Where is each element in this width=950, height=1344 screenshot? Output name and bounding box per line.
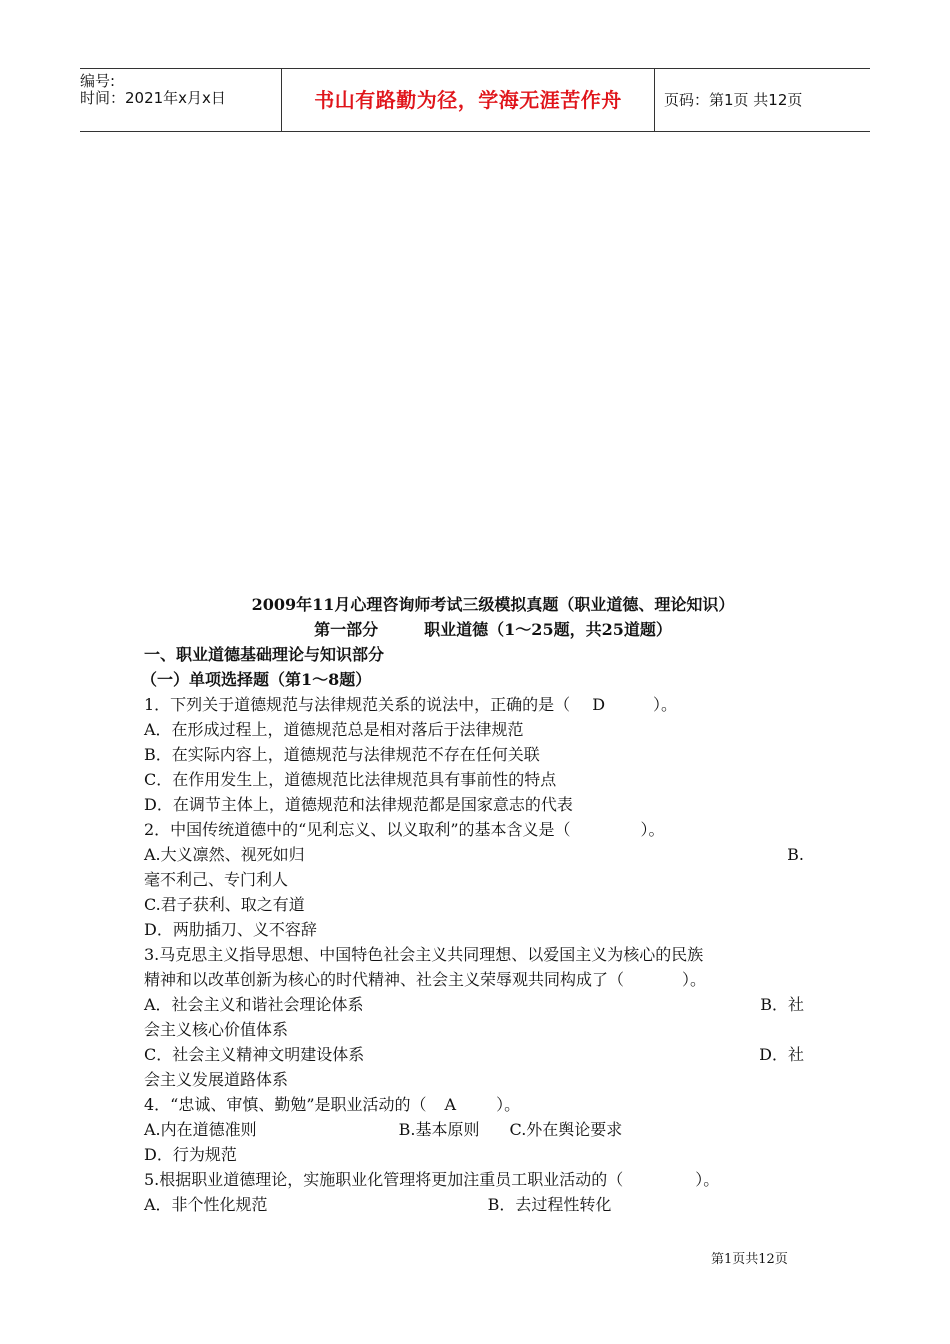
- q5-stem: 5.根据职业道德理论，实施职业化管理将更加注重员工职业活动的（: [144, 1170, 624, 1189]
- q4-option-b: B.基本原则: [398, 1120, 480, 1139]
- motto: 书山有路勤为径，学海无涯苦作舟: [314, 88, 622, 112]
- q3-option-d-tail: 会主义发展道路体系: [144, 1070, 289, 1089]
- q2-stem: 2．中国传统道德中的“见利忘义、以义取利”的基本含义是（: [144, 820, 571, 839]
- q1-option-d: D．在调节主体上，道德规范和法律规范都是国家意志的代表: [144, 795, 573, 814]
- question-1: [144, 692, 814, 717]
- q4-answer: A: [444, 1095, 457, 1114]
- q3-option-b-tail: 会主义核心价值体系: [144, 1020, 289, 1039]
- header-motto-cell: [281, 69, 655, 131]
- subsection-heading: （一）单项选择题（第1～8题）: [141, 670, 372, 689]
- header-table: [80, 68, 870, 132]
- part-name: 职业道德（1～25题，共25道题）: [424, 620, 672, 639]
- q3-option-a-row: [144, 992, 814, 1017]
- q4-option-c: C.外在舆论要求: [509, 1120, 623, 1139]
- question-3-line1: 3.马克思主义指导思想、中国特色社会主义共同理想、以爱国主义为核心的民族: [144, 945, 704, 964]
- q1-option-c: C．在作用发生上，道德规范比法律规范具有事前性的特点: [144, 770, 557, 789]
- q3-option-b-head: B．社: [760, 995, 804, 1014]
- q5-options-row: [144, 1192, 814, 1217]
- question-2: [144, 817, 814, 842]
- q2-option-d: D．两肋插刀、义不容辞: [144, 920, 317, 939]
- question-5: [144, 1167, 814, 1192]
- q3-option-a: A．社会主义和谐社会理论体系: [144, 995, 364, 1014]
- q2-option-a: A.大义凛然、视死如归: [144, 845, 305, 864]
- q2-option-a-row: [144, 842, 814, 867]
- part-heading: [172, 617, 814, 642]
- q5-option-b: B．去过程性转化: [487, 1195, 612, 1214]
- document-body: [141, 592, 814, 1217]
- q3-option-d-head: D．社: [759, 1045, 804, 1064]
- time-label: 时间：2021年x月x日: [80, 89, 226, 107]
- q5-option-a: A．非个性化规范: [144, 1195, 268, 1214]
- question-3-line2: [144, 967, 814, 992]
- q3-stem-end: ）。: [682, 970, 707, 989]
- q3-option-c: C．社会主义精神文明建设体系: [144, 1045, 365, 1064]
- page-info: 页码：第1页 共12页: [664, 91, 803, 109]
- header-meta: [80, 69, 281, 135]
- q5-stem-end: ）。: [695, 1170, 720, 1189]
- page-footer: 第1页共12页: [711, 1252, 788, 1267]
- q1-stem-end: ）。: [653, 695, 678, 714]
- q4-option-d: D．行为规范: [144, 1145, 237, 1164]
- q3-stem: 精神和以改革创新为核心的时代精神、社会主义荣辱观共同构成了（: [144, 970, 625, 989]
- serial-label: 编号:: [80, 72, 116, 90]
- q2-stem-end: ）。: [640, 820, 665, 839]
- document-title: 2009年11月心理咨询师考试三级模拟真题（职业道德、理论知识）: [251, 595, 735, 614]
- q1-option-b: B．在实际内容上，道德规范与法律规范不存在任何关联: [144, 745, 540, 764]
- part-label: 第一部分: [314, 620, 379, 639]
- q1-option-a: A．在形成过程上，道德规范总是相对落后于法律规范: [144, 720, 524, 739]
- q2-option-b-tail: 毫不利己、专门利人: [144, 870, 289, 889]
- section-heading: 一、职业道德基础理论与知识部分: [144, 645, 385, 664]
- q4-stem: 4．“忠诚、审慎、勤勉”是职业活动的（: [144, 1095, 427, 1114]
- q4-option-a: A.内在道德准则: [144, 1120, 257, 1139]
- q1-stem: 1．下列关于道德规范与法律规范关系的说法中，正确的是（: [144, 695, 571, 714]
- q1-answer: D: [592, 695, 606, 714]
- question-4: [144, 1092, 814, 1117]
- q2-option-b-head: B.: [787, 845, 804, 864]
- q3-option-c-row: [144, 1042, 814, 1067]
- q2-option-c: C.君子获利、取之有道: [144, 895, 305, 914]
- q4-options-row: [144, 1117, 814, 1142]
- q4-stem-end: ）。: [496, 1095, 521, 1114]
